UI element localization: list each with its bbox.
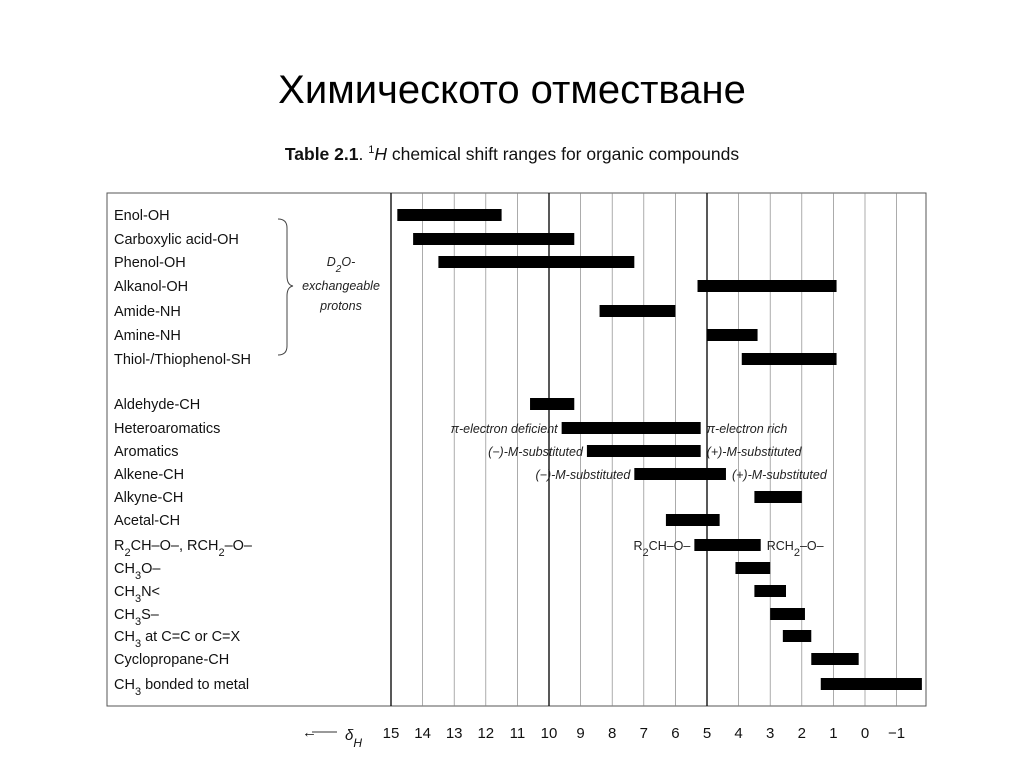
range-bar (562, 422, 701, 434)
x-tick-label: 3 (766, 725, 775, 742)
range-bar (530, 398, 574, 410)
row-label: Alkanol-OH (114, 279, 189, 295)
row-label: $CH_3N<$ (114, 584, 161, 605)
row-label: $CH_3S-$ (114, 607, 159, 628)
x-axis-label: $\delta_H$ (345, 727, 363, 750)
x-tick-label: 2 (797, 725, 806, 742)
range-bar (634, 468, 726, 480)
right-annotation: π-electron rich (706, 422, 788, 436)
row-label: Thiol-/Thiophenol-SH (114, 352, 252, 368)
range-bar (698, 280, 837, 292)
x-tick-label: 9 (576, 725, 585, 742)
left-annotation: π-electron deficient (450, 422, 558, 436)
range-bar (821, 678, 922, 690)
range-bar (783, 630, 811, 642)
caption-separator: . (358, 144, 369, 164)
range-bar (600, 305, 676, 317)
row-label: Heteroaromatics (114, 421, 221, 437)
x-tick-label: 7 (639, 725, 648, 742)
x-tick-label: 8 (608, 725, 617, 742)
caption-nucleus: H (374, 144, 387, 164)
row-label: $CH_3$ bonded to metal (114, 677, 250, 698)
range-bar (694, 539, 760, 551)
row-label: Enol-OH (114, 208, 170, 224)
caption-table-number: Table 2.1 (284, 144, 359, 164)
x-tick-label: 1 (829, 725, 838, 742)
caption-text: chemical shift ranges for organic compounds (386, 144, 740, 164)
x-tick-label: 14 (414, 725, 431, 742)
slide-title: Химическото отместване (278, 68, 746, 112)
row-label: Acetal-CH (114, 513, 181, 529)
range-bar (754, 491, 801, 503)
range-bar (438, 256, 634, 268)
range-bar (742, 353, 837, 365)
caption-superscript: 1 (368, 144, 375, 157)
range-bar (587, 445, 701, 457)
row-label: $R_2CH-O-$, $RCH_2-O-$ (114, 538, 252, 559)
range-bar (413, 233, 574, 245)
group-brace (278, 219, 293, 355)
right-annotation: (+)-M-substituted (706, 445, 802, 459)
left-annotation: (−)-M-substituted (535, 468, 631, 482)
x-tick-label: 10 (540, 725, 558, 742)
row-label: Amide-NH (114, 304, 181, 320)
axis-arrow: ← (302, 724, 317, 741)
row-label: Alkene-CH (114, 467, 185, 483)
x-tick-label: 6 (671, 725, 680, 742)
range-bar (770, 608, 805, 620)
row-label: Amine-NH (114, 328, 181, 344)
row-label: Carboxylic acid-OH (114, 232, 239, 248)
range-bar (735, 562, 770, 574)
x-tick-label: 4 (734, 725, 743, 742)
x-tick-label: 5 (702, 725, 712, 742)
row-label: Phenol-OH (114, 255, 186, 271)
x-tick-label: −1 (888, 725, 906, 742)
right-annotation: $RCH_2-O-$ (766, 539, 824, 559)
group-label-line: protons (320, 299, 362, 313)
row-label: Aldehyde-CH (114, 397, 201, 413)
row-label: Cyclopropane-CH (114, 652, 230, 668)
range-bar (397, 209, 501, 221)
row-label: $CH_3$ at C=C or C=X (114, 629, 241, 650)
row-label: Alkyne-CH (114, 490, 184, 506)
row-label: $CH_3O-$ (114, 561, 161, 582)
x-tick-label: 15 (382, 725, 400, 742)
left-annotation: $R_2CH-O-$ (633, 539, 691, 559)
x-tick-label: 11 (509, 725, 526, 742)
right-annotation: (+)-M-substituted (731, 468, 827, 482)
x-tick-label: 0 (860, 725, 870, 742)
x-tick-label: 12 (477, 725, 495, 742)
range-bar (666, 514, 720, 526)
row-label: Aromatics (114, 444, 179, 460)
range-bar (707, 329, 758, 341)
range-bar (754, 585, 786, 597)
left-annotation: (−)-M-substituted (488, 445, 583, 459)
range-bar (811, 653, 858, 665)
group-label-line: exchangeable (302, 279, 380, 293)
x-tick-label: 13 (445, 725, 463, 742)
group-label-d2o: $D_2O-$ (326, 255, 356, 275)
